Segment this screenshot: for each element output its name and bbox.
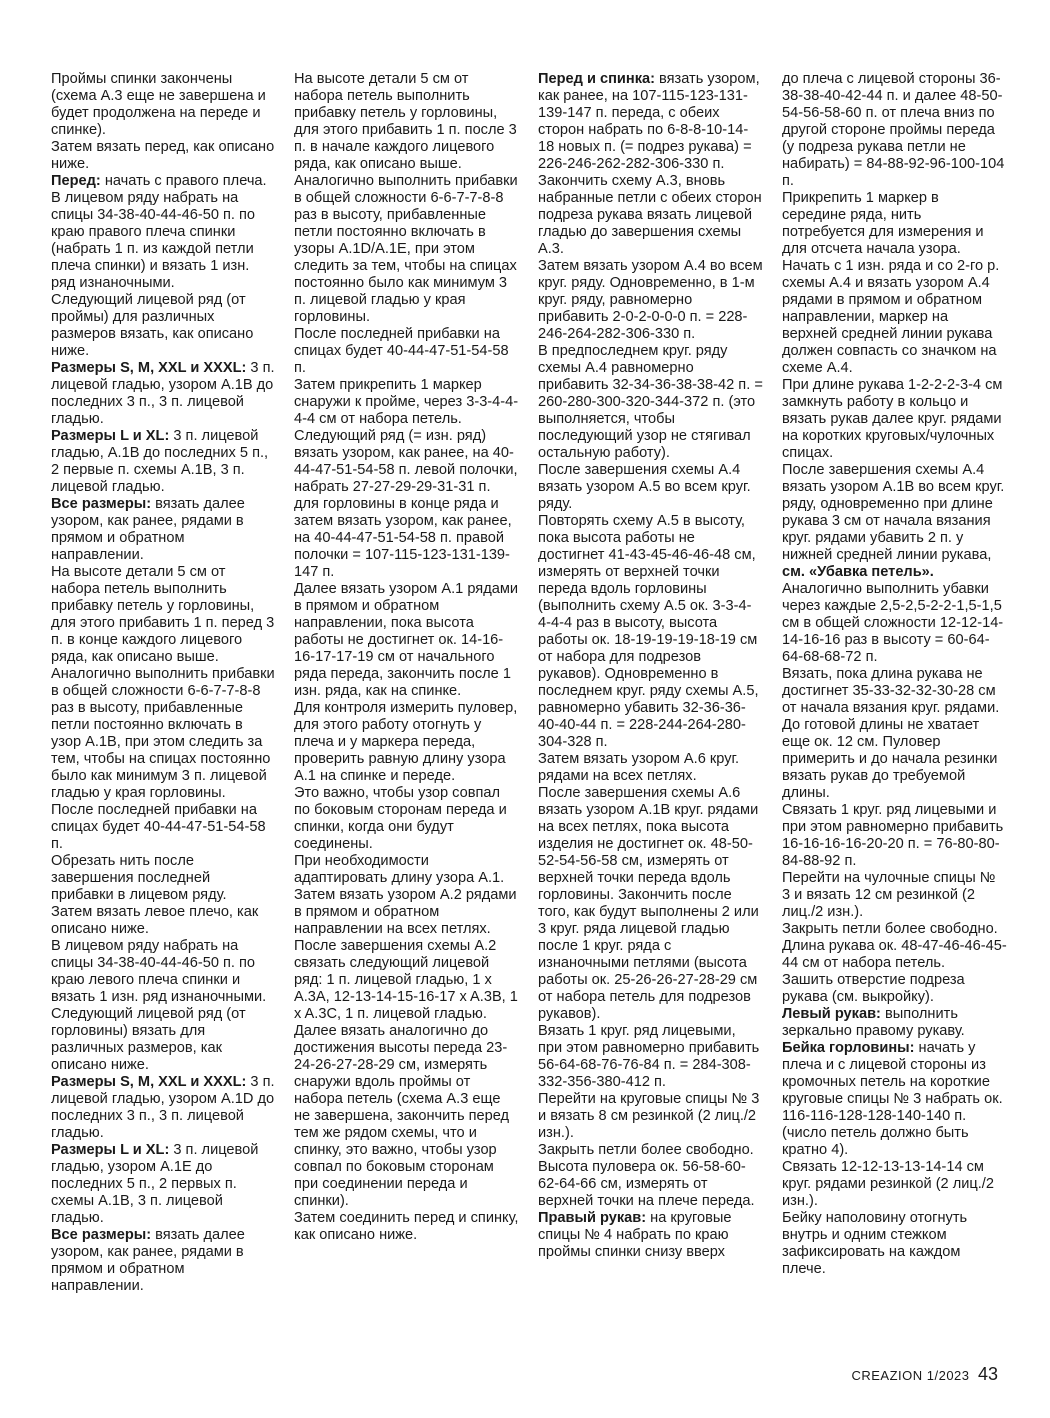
- paragraph-text: На высоте детали 5 см от набора петель выполнить прибавку петель у горловины, для этого прибавить 1 п. после 3 п. в начале каждого лицевого ряда, как описано выше.: [294, 71, 517, 172]
- paragraph-text: В лицевом ряду набрать на спицы 34-38-40-44-46-50 п. по краю правого плеча спинки (набрать 1 п. из каждой петли плеча спинки) и вязать 1 изн. ряд изнаночными.: [51, 190, 256, 291]
- paragraph: [51, 1074, 276, 1142]
- paragraph: [51, 190, 276, 292]
- paragraph: [538, 513, 763, 751]
- paragraph: [294, 581, 519, 700]
- paragraph: [782, 1040, 1007, 1159]
- paragraph: [294, 1210, 519, 1244]
- paragraph-text: 3 п. лицевой гладью, узором A.1E до последних 5 п., 2 первых п. схемы A.1B, 3 п. лицевой гладью.: [51, 1142, 259, 1226]
- paragraph: [782, 462, 1007, 581]
- section-heading: Перед и спинка:: [538, 71, 655, 87]
- paragraph: [51, 564, 276, 666]
- page-number: 43: [977, 1364, 998, 1384]
- paragraph-text: После завершения схемы A.2 связать следующий лицевой ряд: 1 п. лицевой гладью, 1 x A.3A, 12-13-14-15-16-17 x A.3B, 1 x A.3C, 1 п. лицевой гладью.: [294, 938, 518, 1022]
- paragraph-text: Затем вязать перед, как описано ниже.: [51, 139, 275, 172]
- paragraph: [51, 173, 276, 190]
- paragraph-text: Закрыть петли более свободно.: [538, 1142, 754, 1158]
- paragraph-text: вязать узором, как ранее, на 107-115-123-131-139-147 п. переда, с обеих сторон набрать по 6-8-8-10-14-18 новых п. (= подрез рукава) = 226-246-262-282-306-330 п.: [538, 71, 760, 172]
- paragraph: [782, 190, 1007, 258]
- paragraph: [538, 751, 763, 785]
- paragraph: [51, 853, 276, 904]
- paragraph: [294, 1023, 519, 1210]
- paragraph: [51, 428, 276, 496]
- paragraph-text: После завершения схемы A.6 вязать узором A.1B круг. рядами на всех петлях, пока высота изделия не достигнет ок. 48-50-52-54-56-58 см, измерять от верхней точки переда вдоль горловины. Закончить после того, как будут выполнены 2 или 3 круг. ряда лицевой гладью после 1 круг. ряда с изнаночными петлями (высота работы ок. 25-26-26-27-28-29 см от набора петель для подрезов рукавов).: [538, 785, 759, 1022]
- paragraph-text: После завершения схемы A.4 вязать узором A.1B во всем круг. ряду, одновременно при длине рукава 3 см от начала вязания круг. рядами убавить 2 п. у нижней средней линии рукава,: [782, 462, 1005, 563]
- reference-heading: см. «Убавка петель».: [782, 564, 934, 580]
- section-heading: Левый рукав:: [782, 1006, 881, 1022]
- paragraph: [294, 938, 519, 1023]
- paragraph-text: После последней прибавки на спицах будет 40-44-47-51-54-58 п.: [51, 802, 266, 852]
- paragraph-text: Затем вязать узором A.4 во всем круг. ряду. Одновременно, в 1-м круг. ряду, равномерно прибавить 2-0-2-0-0-0 п. = 228-246-264-282-306-330 п.: [538, 258, 763, 342]
- section-heading: Все размеры:: [51, 1227, 152, 1243]
- paragraph-text: Затем вязать узором A.6 круг. рядами на всех петлях.: [538, 751, 740, 784]
- paragraph: [538, 785, 763, 1023]
- paragraph-text: Затем соединить перед и спинку, как описано ниже.: [294, 1210, 519, 1243]
- paragraph: [782, 1159, 1007, 1210]
- paragraph: [538, 1023, 763, 1091]
- paragraph-text: Затем вязать левое плечо, как описано ниже.: [51, 904, 259, 937]
- text-column-3: [538, 71, 763, 1261]
- paragraph: [782, 666, 1007, 717]
- paragraph-text: до плеча с лицевой стороны 36-38-38-40-42-44 п. и далее 48-50-54-56-58-60 п. от плеча вниз по другой стороне проймы переда (у подреза рукава петли не набирать) = 84-88-92-96-100-104 п.: [782, 71, 1005, 189]
- paragraph-text: Далее вязать аналогично до достижения высоты переда 23-24-26-27-28-29 см, измерять снаружи вдоль проймы от набора петель (схема A.3 еще не завершена, закончить перед тем же рядом схемы, что и спинку, это важно, чтобы узор совпал по боковым сторонам при соединении переда и спинки).: [294, 1023, 510, 1209]
- section-heading: Размеры S, M, XXL и XXXL:: [51, 360, 247, 376]
- section-heading: Размеры S, M, XXL и XXXL:: [51, 1074, 247, 1090]
- paragraph: [782, 921, 1007, 938]
- paragraph: [538, 343, 763, 462]
- paragraph: [51, 938, 276, 1006]
- paragraph: [538, 462, 763, 513]
- paragraph: [782, 258, 1007, 377]
- paragraph: [294, 853, 519, 887]
- paragraph-text: Далее вязать узором A.1 рядами в прямом и обратном направлении, пока высота работы не достигнет ок. 14-16-16-17-17-19 см от начального ряда переда, закончить после 1 изн. ряда, как на спинке.: [294, 581, 519, 699]
- paragraph: [294, 326, 519, 377]
- paragraph: [51, 666, 276, 802]
- paragraph-text: Перейти на круговые спицы № 3 и вязать 8 см резинкой (2 лиц./2 изн.).: [538, 1091, 760, 1141]
- text-column-4: [782, 71, 1007, 1278]
- paragraph: [294, 377, 519, 428]
- paragraph-text: При необходимости адаптировать длину узора A.1.: [294, 853, 505, 886]
- paragraph: [51, 360, 276, 428]
- paragraph-text: Для контроля измерить пуловер, для этого работу отогнуть у плеча и у маркера переда, проверить равную длину узора A.1 на спинке и переде.: [294, 700, 518, 784]
- paragraph: [538, 173, 763, 258]
- paragraph: [782, 938, 1007, 972]
- paragraph: [782, 802, 1007, 870]
- paragraph-text: 3 п. лицевой гладью, A.1B до последних 5 п., 2 первые п. схемы A.1B, 3 п. лицевой гладью.: [51, 428, 269, 495]
- paragraph-text: Закончить схему A.3, вновь набранные петли с обеих сторон подреза рукава вязать лицевой гладью до завершения схемы A.3.: [538, 173, 762, 257]
- paragraph: [51, 904, 276, 938]
- paragraph: [294, 887, 519, 938]
- paragraph-text: Вязать 1 круг. ряд лицевыми, при этом равномерно прибавить 56-64-68-76-76-84 п. = 284-308-332-356-380-412 п.: [538, 1023, 760, 1090]
- paragraph: [782, 71, 1007, 190]
- paragraph: [51, 71, 276, 139]
- section-heading: Размеры L и XL:: [51, 1142, 170, 1158]
- paragraph-text: В предпоследнем круг. ряду схемы A.4 равномерно прибавить 32-34-36-38-38-42 п. = 260-280-300-320-344-372 п. (это выполняется, чтобы последующий узор не стягивал остальную работу).: [538, 343, 763, 461]
- paragraph: [294, 700, 519, 785]
- paragraph-text: начать у плеча и с лицевой стороны из кромочных петель на короткие круговые спицы № 3 набрать ок. 116-116-128-128-140-140 п. (число петель должно быть кратно 4).: [782, 1040, 1003, 1158]
- paragraph-text: На высоте детали 5 см от набора петель выполнить прибавку петель у горловины, для этого прибавить 1 п. перед 3 п. в конце каждого лицевого ряда, как описано выше.: [51, 564, 275, 665]
- paragraph: [782, 581, 1007, 666]
- paragraph: [294, 71, 519, 173]
- paragraph-text: Это важно, чтобы узор совпал по боковым сторонам переда и спинки, когда они будут соединены.: [294, 785, 507, 852]
- text-column-2: [294, 71, 519, 1244]
- section-heading: Бейка горловины:: [782, 1040, 915, 1056]
- paragraph: [51, 139, 276, 173]
- paragraph: [294, 785, 519, 853]
- paragraph-text: Повторять схему A.5 в высоту, пока высота работы не достигнет 41-43-45-46-46-48 см, измерять от верхней точки переда вдоль горловины (выполнить схему A.5 ок. 3-3-4-4-4-4 раз в высоту, высота работы ок. 18-19-19-19-18-19 см от набора для подрезов рукавов). Одновременно в последнем круг. ряду схемы A.5, равномерно убавить 32-36-36-40-40-44 п. = 228-244-264-280-304-328 п.: [538, 513, 759, 750]
- section-heading: Перед:: [51, 173, 101, 189]
- paragraph-text: вязать далее узором, как ранее, рядами в прямом и обратном направлении.: [51, 1227, 245, 1294]
- paragraph-text: Вязать, пока длина рукава не достигнет 35-33-32-32-30-28 см от начала вязания круг. рядами.: [782, 666, 1000, 716]
- paragraph: [51, 496, 276, 564]
- paragraph: [294, 173, 519, 326]
- paragraph-text: Связать 12-12-13-13-14-14 см круг. рядами резинкой (2 лиц./2 изн.).: [782, 1159, 994, 1209]
- page-footer: [851, 1364, 998, 1385]
- paragraph: [782, 1006, 1007, 1040]
- paragraph-text: Зашить отверстие подреза рукава (см. выкройку).: [782, 972, 965, 1005]
- paragraph-text: Следующий лицевой ряд (от проймы) для различных размеров вязать, как описано ниже.: [51, 292, 254, 359]
- paragraph-text: В лицевом ряду набрать на спицы 34-38-40-44-46-50 п. по краю левого плеча спинки и вязать 1 изн. ряд изнаночными.: [51, 938, 267, 1005]
- paragraph: [51, 292, 276, 360]
- paragraph-text: на круговые спицы № 4 набрать по краю проймы спинки снизу вверх: [538, 1210, 732, 1260]
- paragraph: [51, 802, 276, 853]
- section-heading: Все размеры:: [51, 496, 152, 512]
- paragraph-text: Следующий лицевой ряд (от горловины) вязать для различных размеров, как описано ниже.: [51, 1006, 246, 1073]
- paragraph-text: До готовой длины не хватает еще ок. 12 см. Пуловер примерить и до начала резинки вязать рукав до требуемой длины.: [782, 717, 998, 801]
- paragraph-text: начать с правого плеча.: [100, 173, 267, 189]
- paragraph-text: 3 п. лицевой гладью, узором A.1D до последних 3 п., 3 п. лицевой гладью.: [51, 1074, 275, 1141]
- paragraph-text: Следующий ряд (= изн. ряд) вязать узором, как ранее, на 40-44-47-51-54-58 п. левой полочки, набрать 27-27-29-29-31-31 п. для горловины в конце ряда и затем вязать узором, как ранее, на 40-44-47-51-54-58 п. правой полочки = 107-115-123-131-139-147 п.: [294, 428, 518, 580]
- paragraph: [538, 1159, 763, 1210]
- paragraph-text: После последней прибавки на спицах будет 40-44-47-51-54-58 п.: [294, 326, 509, 376]
- paragraph: [538, 1210, 763, 1261]
- paragraph: [538, 1091, 763, 1142]
- paragraph-text: Аналогично выполнить прибавки в общей сложности 6-6-7-7-8-8 раз в высоту, прибавленные петли постоянно включать в узор A.1B, при этом следить за тем, чтобы на спицах постоянно было как минимум 3 п. лицевой гладью у края горловины.: [51, 666, 275, 801]
- paragraph-text: Затем прикрепить 1 маркер снаружи к пройме, через 3-3-4-4-4-4 см от набора петель.: [294, 377, 519, 427]
- paragraph-text: Высота пуловера ок. 56-58-60-62-64-66 см, измерять от верхней точки на плече переда.: [538, 1159, 755, 1209]
- paragraph-text: Обрезать нить после завершения последней прибавки в лицевом ряду.: [51, 853, 227, 903]
- paragraph: [782, 972, 1007, 1006]
- paragraph: [538, 1142, 763, 1159]
- paragraph-text: Длина рукава ок. 48-47-46-46-45-44 см от набора петель.: [782, 938, 1007, 971]
- paragraph: [51, 1142, 276, 1227]
- paragraph-text: Закрыть петли более свободно.: [782, 921, 998, 937]
- paragraph: [538, 71, 763, 173]
- paragraph-text: выполнить зеркально правому рукаву.: [782, 1006, 965, 1039]
- text-column-1: [51, 71, 276, 1295]
- paragraph: [782, 870, 1007, 921]
- paragraph-text: Начать с 1 изн. ряда и со 2-го р. схемы A.4 и вязать узором A.4 рядами в прямом и обратном направлении, маркер на верхней средней линии рукава должен совпасть со значком на схеме A.4.: [782, 258, 1000, 376]
- paragraph: [782, 377, 1007, 462]
- paragraph: [294, 428, 519, 581]
- section-heading: Правый рукав:: [538, 1210, 647, 1226]
- magazine-issue: CREAZION 1/2023: [851, 1368, 970, 1383]
- paragraph-text: Проймы спинки закончены (схема A.3 еще не завершена и будет продолжена на переде и спинке).: [51, 71, 266, 138]
- paragraph: [51, 1006, 276, 1074]
- paragraph-text: Перейти на чулочные спицы № 3 и вязать 12 см резинкой (2 лиц./2 изн.).: [782, 870, 996, 920]
- paragraph-text: Аналогично выполнить прибавки в общей сложности 6-6-7-7-8-8 раз в высоту, прибавленные петли постоянно включать в узоры A.1D/A.1E, при этом следить за тем, чтобы на спицах постоянно было как минимум 3 п. лицевой гладью у края горловины.: [294, 173, 518, 325]
- paragraph-text: Связать 1 круг. ряд лицевыми и при этом равномерно прибавить 16-16-16-16-20-20 п. = 76-80-80-84-88-92 п.: [782, 802, 1004, 869]
- paragraph: [51, 1227, 276, 1295]
- paragraph: [782, 1210, 1007, 1278]
- paragraph-text: Аналогично выполнить убавки через каждые 2,5-2,5-2-2-1,5-1,5 см в общей сложности 12-12-14-14-16-16 раз в высоту = 60-64-64-68-68-72 п.: [782, 581, 1004, 665]
- paragraph: [782, 717, 1007, 802]
- paragraph-text: После завершения схемы A.4 вязать узором A.5 во всем круг. ряду.: [538, 462, 751, 512]
- paragraph-text: Затем вязать узором A.2 рядами в прямом и обратном направлении на всех петлях.: [294, 887, 517, 937]
- paragraph-text: Прикрепить 1 маркер в середине ряда, нить потребуется для измерения и для отсчета начала узора.: [782, 190, 984, 257]
- paragraph-text: Бейку наполовину отогнуть внутрь и одним стежком зафиксировать на каждом плече.: [782, 1210, 968, 1277]
- paragraph-text: 3 п. лицевой гладью, узором A.1B до последних 3 п., 3 п. лицевой гладью.: [51, 360, 275, 427]
- paragraph: [538, 258, 763, 343]
- section-heading: Размеры L и XL:: [51, 428, 170, 444]
- paragraph-text: При длине рукава 1-2-2-2-3-4 см замкнуть работу в кольцо и вязать рукав далее круг. рядами на коротких круговых/чулочных спицах.: [782, 377, 1003, 461]
- paragraph-text: вязать далее узором, как ранее, рядами в прямом и обратном направлении.: [51, 496, 245, 563]
